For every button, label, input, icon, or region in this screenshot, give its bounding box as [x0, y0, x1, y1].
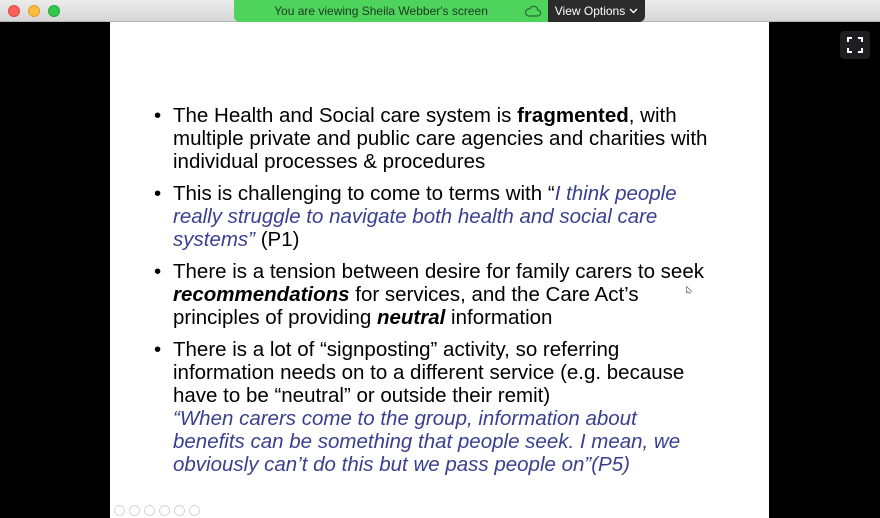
- fullscreen-button[interactable]: [840, 31, 870, 59]
- view-options-button[interactable]: [548, 0, 645, 22]
- pen-icon[interactable]: [144, 505, 155, 516]
- list-item: • This is challenging to come to terms with “I think people really struggle to navigate both health and social care systems” (P1): [154, 182, 677, 251]
- screen-share-text: You are viewing Sheila Webber's screen: [274, 4, 488, 18]
- screen-share-banner: [234, 0, 548, 22]
- shared-slide: [110, 22, 769, 518]
- next-slide-icon[interactable]: [129, 505, 140, 516]
- bullet-list: [154, 104, 714, 485]
- cloud-icon: [524, 3, 542, 19]
- prev-slide-icon[interactable]: [114, 505, 125, 516]
- view-options-label: View Options: [554, 4, 626, 18]
- list-item: • The Health and Social care system is fragmented, with multiple private and public care agencies and charities with individual processes & procedures: [154, 104, 708, 173]
- list-item: • There is a lot of “signposting” activity, so referring information needs on to a different service (e.g. because have to be “neutral” or outside their remit) “When carers come to the group, information about benefits can be something that people seek. I mean, we obviously can’t do this but we pass people on”(P5): [154, 338, 685, 476]
- chevron-down-icon: [629, 8, 638, 14]
- mouse-cursor-icon: [686, 286, 692, 294]
- list-item: • There is a tension between desire for family carers to seek recommendations for services, and the Care Act’s principles of providing neutral information: [154, 260, 704, 329]
- close-window-button[interactable]: [8, 5, 20, 17]
- fullscreen-icon: [847, 37, 863, 53]
- slides-grid-icon[interactable]: [159, 505, 170, 516]
- zoom-icon[interactable]: [174, 505, 185, 516]
- slide-toolbar: [114, 505, 200, 516]
- maximize-window-button[interactable]: [48, 5, 60, 17]
- more-options-icon[interactable]: [189, 505, 200, 516]
- minimize-window-button[interactable]: [28, 5, 40, 17]
